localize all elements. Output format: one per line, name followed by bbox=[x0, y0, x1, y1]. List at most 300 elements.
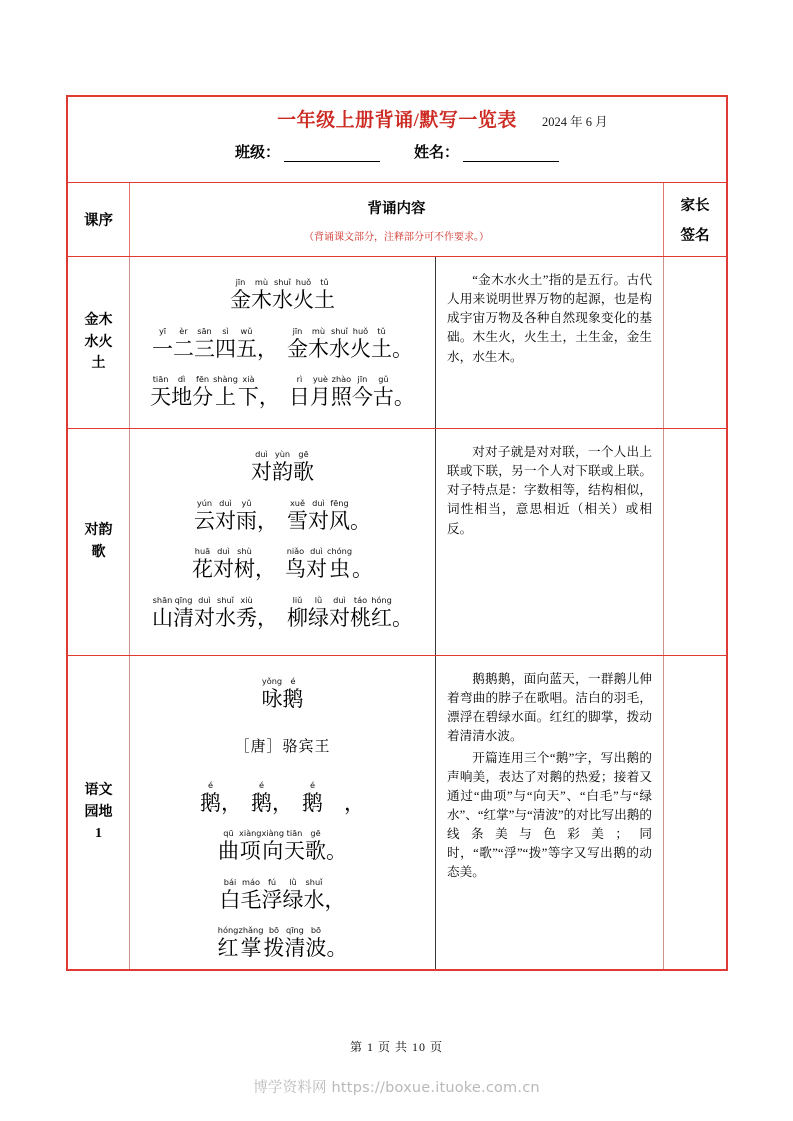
hanzi: ， bbox=[257, 336, 278, 361]
document-date: 2024 年 6 月 bbox=[542, 115, 608, 129]
hanzi: 。 bbox=[350, 508, 371, 533]
ruby-char bbox=[305, 829, 326, 864]
hanzi: 土 bbox=[314, 288, 335, 312]
hanzi: 木 bbox=[251, 288, 272, 312]
hanzi: 火 bbox=[350, 336, 371, 361]
hanzi: 照 bbox=[330, 385, 352, 410]
hanzi: 水 bbox=[329, 336, 350, 361]
pinyin: duì bbox=[217, 546, 230, 557]
column-header-signature bbox=[664, 183, 726, 256]
ruby-char bbox=[305, 926, 326, 961]
pinyin: xiù bbox=[240, 594, 253, 605]
poem-title bbox=[251, 450, 314, 485]
hanzi: 云 bbox=[194, 508, 215, 533]
pinyin: huǒ bbox=[352, 325, 369, 336]
ruby-char bbox=[326, 829, 347, 864]
pinyin: huā bbox=[194, 546, 211, 557]
hanzi: 。 bbox=[393, 385, 415, 410]
ruby-char bbox=[272, 278, 293, 313]
ruby-char bbox=[373, 375, 394, 410]
hanzi: 掌 bbox=[240, 936, 262, 961]
ruby-char bbox=[218, 829, 239, 864]
hanzi: 歌 bbox=[305, 839, 327, 864]
ruby-char bbox=[221, 781, 242, 816]
column-header-content-title: 背诵内容 bbox=[367, 200, 426, 217]
ruby-char bbox=[287, 499, 308, 534]
ruby-char bbox=[239, 829, 262, 864]
pinyin: qīng bbox=[174, 594, 193, 605]
hanzi: 歌 bbox=[293, 460, 314, 484]
site-watermark: 博学资料网 https://boxue.ituoke.com.cn bbox=[253, 1080, 540, 1096]
hanzi: 雨 bbox=[236, 508, 257, 533]
pinyin: bō bbox=[268, 925, 280, 936]
hanzi: 鸟 bbox=[284, 557, 306, 582]
lesson-order-line: 对韵 bbox=[84, 523, 113, 539]
pinyin: duì bbox=[310, 546, 323, 557]
ruby-char bbox=[234, 547, 255, 582]
recitation-content-cell bbox=[130, 429, 436, 655]
ruby-char bbox=[287, 327, 308, 362]
annotation-paragraph: 对对子就是对对联，一个人出上联或下联，另一个人对下联或上联。对子特点是：字数相等，结构相似，词性相当，意思相近（相关）或相反。 bbox=[447, 445, 652, 536]
hanzi: 红 bbox=[217, 936, 239, 961]
ruby-char bbox=[257, 596, 278, 631]
header-fields-row bbox=[68, 139, 726, 162]
ruby-char bbox=[326, 926, 347, 961]
ruby-char bbox=[152, 327, 173, 362]
ruby-char bbox=[238, 375, 259, 410]
pinyin: táo bbox=[353, 594, 368, 605]
poem-line bbox=[192, 547, 373, 582]
ruby-char bbox=[262, 829, 285, 864]
poem-title bbox=[262, 677, 304, 712]
pinyin: shān bbox=[152, 594, 173, 605]
ruby-char bbox=[392, 596, 413, 631]
ruby-char bbox=[220, 878, 241, 913]
pinyin: shuǐ bbox=[331, 325, 348, 336]
recitation-table bbox=[66, 95, 728, 971]
ruby-char bbox=[302, 781, 323, 816]
poem-title bbox=[230, 278, 335, 313]
ruby-char bbox=[304, 878, 325, 913]
annotation-cell bbox=[436, 429, 664, 655]
column-header-order: 课序 bbox=[68, 183, 130, 256]
hanzi: 鹅 bbox=[282, 687, 304, 711]
ruby-char bbox=[289, 375, 310, 410]
pinyin: shuǐ bbox=[274, 277, 291, 287]
hanzi: 红 bbox=[371, 605, 392, 630]
pinyin: wǔ bbox=[240, 325, 253, 336]
hanzi: 日 bbox=[288, 385, 310, 410]
table-row bbox=[68, 429, 726, 656]
pinyin: duì bbox=[219, 497, 232, 508]
ruby-char bbox=[306, 547, 327, 582]
hanzi: 清 bbox=[284, 936, 306, 961]
ruby-char bbox=[257, 327, 278, 362]
ruby-char bbox=[371, 596, 392, 631]
hanzi: 拨 bbox=[263, 936, 285, 961]
pinyin: tǔ bbox=[320, 277, 329, 287]
hanzi: 今 bbox=[351, 385, 373, 410]
hanzi: 三 bbox=[194, 336, 215, 361]
pinyin: jīn bbox=[235, 277, 246, 287]
ruby-char bbox=[350, 596, 371, 631]
hanzi: ， bbox=[324, 887, 346, 912]
ruby-char bbox=[215, 499, 236, 534]
hanzi: 雪 bbox=[287, 508, 308, 533]
hanzi: ， bbox=[221, 790, 242, 815]
pinyin: yī bbox=[158, 325, 167, 336]
annotation-cell bbox=[436, 656, 664, 969]
pinyin: tiān bbox=[152, 374, 169, 385]
hanzi: 土 bbox=[371, 336, 392, 361]
ruby-char bbox=[284, 926, 305, 961]
lesson-order-cell bbox=[68, 257, 130, 428]
hanzi: 白 bbox=[219, 887, 241, 912]
hanzi: 水 bbox=[272, 288, 293, 312]
hanzi: 分 bbox=[192, 385, 214, 410]
pinyin: qīng bbox=[286, 925, 304, 936]
pinyin: é bbox=[290, 676, 296, 686]
ruby-char bbox=[251, 450, 272, 485]
table-header-band bbox=[68, 97, 726, 183]
hanzi: ， bbox=[344, 790, 365, 815]
ruby-char bbox=[259, 375, 280, 410]
hanzi: 月 bbox=[309, 385, 331, 410]
pinyin: fú bbox=[267, 876, 277, 887]
name-input-blank[interactable] bbox=[463, 146, 559, 162]
header-title-row bbox=[68, 97, 726, 139]
pinyin: bō bbox=[310, 925, 322, 936]
pinyin: xuě bbox=[289, 497, 306, 508]
ruby-char bbox=[308, 499, 329, 534]
lesson-order-cell bbox=[68, 656, 130, 969]
pinyin: hóng bbox=[217, 925, 239, 936]
ruby-char bbox=[152, 596, 173, 631]
hanzi: 山 bbox=[152, 605, 173, 630]
pinyin: fēng bbox=[330, 497, 349, 508]
column-header-content-note: （背诵课文部分，注释部分可不作要求。） bbox=[304, 231, 489, 243]
pinyin: hóng bbox=[371, 594, 392, 605]
hanzi: ， bbox=[257, 605, 278, 630]
hanzi: 树 bbox=[233, 557, 255, 582]
ruby-char bbox=[255, 547, 276, 582]
hanzi: 二 bbox=[173, 336, 194, 361]
ruby-char bbox=[230, 278, 251, 313]
recitation-content-cell bbox=[130, 257, 436, 428]
parent-signature-cell[interactable] bbox=[664, 429, 726, 655]
hanzi: 花 bbox=[191, 557, 213, 582]
annotation-paragraph: 鹅鹅鹅，面向蓝天，一群鹅儿伸着弯曲的脖子在歌唱。洁白的羽毛，漂浮在碧绿水面。红红的脚掌，拨动着清清水波。 bbox=[447, 672, 652, 744]
hanzi: 一 bbox=[152, 336, 173, 361]
ruby-char bbox=[213, 375, 238, 410]
pinyin: yǔ bbox=[241, 497, 252, 508]
ruby-char bbox=[272, 450, 293, 485]
pinyin: qū bbox=[223, 828, 234, 839]
hanzi: 。 bbox=[352, 557, 374, 582]
hanzi: 波 bbox=[305, 936, 327, 961]
annotation-paragraph: 开篇连用三个“鹅”字，写出鹅的声响美，表达了对鹅的热爱；接着又通过“曲项”与“向天”、“白毛”与“绿水”、“红掌”与“清波”的对比写出鹅的线条美与色彩美；同时，“歌”“浮”“拨”等字又写出鹅的动态美。 bbox=[447, 750, 652, 880]
ruby-char bbox=[284, 829, 305, 864]
ruby-char bbox=[241, 878, 262, 913]
signature-label-line2: 签名 bbox=[680, 228, 710, 244]
pinyin: tǔ bbox=[377, 325, 386, 336]
ruby-char bbox=[394, 375, 415, 410]
pinyin: jīn bbox=[292, 325, 303, 336]
pinyin: liǔ bbox=[292, 594, 303, 605]
pinyin: shù bbox=[237, 546, 252, 557]
poem-line bbox=[218, 829, 347, 864]
hanzi: 天 bbox=[284, 839, 306, 864]
poem-author: ［唐］骆宾王 bbox=[234, 738, 331, 755]
hanzi: 秀 bbox=[236, 605, 257, 630]
table-row bbox=[68, 656, 726, 969]
ruby-char bbox=[262, 677, 283, 712]
pinyin: xiàng bbox=[261, 828, 285, 839]
ruby-char bbox=[350, 499, 371, 534]
pinyin: duì bbox=[198, 594, 211, 605]
ruby-char bbox=[325, 878, 346, 913]
annotation-cell bbox=[436, 257, 664, 428]
ruby-char bbox=[352, 375, 373, 410]
pinyin: duì bbox=[333, 594, 346, 605]
lesson-order-line: 语文 bbox=[84, 782, 113, 798]
ruby-char bbox=[310, 375, 331, 410]
name-label: 姓名： bbox=[414, 145, 460, 161]
hanzi: 对 bbox=[194, 605, 215, 630]
pinyin: máo bbox=[241, 876, 260, 887]
hanzi: 毛 bbox=[240, 887, 262, 912]
hanzi: 对 bbox=[215, 508, 236, 533]
parent-signature-cell[interactable] bbox=[664, 656, 726, 969]
lesson-order-line: 歌 bbox=[91, 545, 106, 560]
hanzi: 绿 bbox=[282, 887, 304, 912]
hanzi: 对 bbox=[308, 508, 329, 533]
ruby-char bbox=[213, 547, 234, 582]
lesson-order-line: 金木 bbox=[84, 312, 113, 328]
ruby-char bbox=[150, 375, 171, 410]
hanzi: 桃 bbox=[350, 605, 371, 630]
hanzi: 。 bbox=[392, 336, 413, 361]
hanzi: 地 bbox=[171, 385, 193, 410]
lesson-order-line: 1 bbox=[95, 826, 102, 842]
column-header-content bbox=[130, 183, 664, 256]
pinyin: é bbox=[258, 779, 265, 790]
annotation-paragraph: “金木水火土”指的是五行。古代人用来说明世界万物的起源，也是构成宇宙万物及各种自然现象变化的基础。木生火，火生土，土生金，金生水，水生木。 bbox=[447, 273, 652, 364]
ruby-char bbox=[308, 596, 329, 631]
hanzi: 向 bbox=[262, 839, 284, 864]
ruby-char bbox=[173, 327, 194, 362]
pinyin: zhào bbox=[331, 374, 352, 385]
ruby-char bbox=[251, 278, 272, 313]
table-body bbox=[68, 257, 726, 969]
hanzi: 曲 bbox=[217, 839, 239, 864]
pinyin: fēn bbox=[196, 374, 210, 385]
hanzi: 水 bbox=[303, 887, 325, 912]
pinyin: é bbox=[207, 779, 214, 790]
hanzi: 韵 bbox=[272, 460, 293, 484]
ruby-char bbox=[236, 327, 257, 362]
hanzi: 。 bbox=[392, 605, 413, 630]
ruby-char bbox=[329, 327, 350, 362]
pinyin: gē bbox=[298, 449, 309, 459]
pinyin: mù bbox=[254, 277, 269, 287]
pinyin: yùn bbox=[274, 449, 291, 459]
name-field bbox=[414, 141, 559, 162]
hanzi: 风 bbox=[329, 508, 350, 533]
ruby-char bbox=[236, 499, 257, 534]
ruby-char bbox=[236, 596, 257, 631]
poem-line bbox=[152, 596, 413, 631]
pinyin: shàng bbox=[213, 374, 238, 385]
parent-signature-cell[interactable] bbox=[664, 257, 726, 428]
hanzi: 对 bbox=[212, 557, 234, 582]
page-footer: 第 1 页 共 10 页 bbox=[349, 1040, 443, 1054]
poem-line bbox=[152, 327, 413, 362]
hanzi: 鹅 bbox=[200, 790, 221, 815]
pinyin: èr bbox=[179, 325, 188, 336]
hanzi: 虫 bbox=[329, 557, 350, 582]
hanzi: 柳 bbox=[287, 605, 308, 630]
hanzi: 四 bbox=[215, 336, 236, 361]
hanzi: 下 bbox=[237, 385, 259, 410]
hanzi: ， bbox=[258, 385, 280, 410]
recitation-content-cell bbox=[130, 656, 436, 969]
pinyin: mù bbox=[311, 325, 326, 336]
poem-line bbox=[194, 499, 371, 534]
ruby-char bbox=[192, 375, 213, 410]
hanzi: 咏 bbox=[261, 687, 283, 711]
pinyin: sì bbox=[222, 325, 229, 336]
ruby-char bbox=[263, 926, 284, 961]
pinyin: xiàng bbox=[238, 828, 262, 839]
ruby-char bbox=[350, 327, 371, 362]
ruby-char bbox=[287, 596, 308, 631]
hanzi: 鹅 bbox=[302, 790, 323, 815]
poem-line bbox=[200, 781, 365, 816]
ruby-char bbox=[314, 278, 335, 313]
table-row bbox=[68, 257, 726, 429]
hanzi: 。 bbox=[326, 839, 348, 864]
hanzi: 五 bbox=[236, 336, 257, 361]
pinyin: yún bbox=[196, 497, 213, 508]
pinyin: zhǎng bbox=[238, 925, 264, 936]
hanzi: 古 bbox=[372, 385, 394, 410]
ruby-char bbox=[215, 596, 236, 631]
ruby-char bbox=[194, 596, 215, 631]
pinyin: sān bbox=[197, 325, 212, 336]
pinyin: shuǐ bbox=[217, 594, 234, 605]
ruby-char bbox=[285, 547, 306, 582]
pinyin: rì bbox=[296, 374, 303, 385]
ruby-char bbox=[194, 327, 215, 362]
ruby-char bbox=[329, 499, 350, 534]
pinyin: huǒ bbox=[295, 277, 312, 287]
ruby-char bbox=[262, 878, 283, 913]
page-title: 一年级上册背诵/默写一览表 bbox=[277, 109, 517, 131]
pinyin: yuè bbox=[312, 374, 328, 385]
column-header-row bbox=[68, 183, 726, 257]
hanzi: 项 bbox=[239, 839, 261, 864]
ruby-char bbox=[239, 926, 264, 961]
ruby-char bbox=[308, 327, 329, 362]
ruby-char bbox=[218, 926, 239, 961]
ruby-char bbox=[251, 781, 272, 816]
hanzi: 天 bbox=[150, 385, 172, 410]
hanzi: 对 bbox=[251, 460, 272, 484]
ruby-char bbox=[352, 547, 373, 582]
ruby-char bbox=[283, 677, 304, 712]
ruby-char bbox=[194, 499, 215, 534]
lesson-order-cell bbox=[68, 429, 130, 655]
hanzi: 金 bbox=[287, 336, 308, 361]
ruby-char bbox=[327, 547, 352, 582]
pinyin: gǔ bbox=[378, 374, 389, 385]
poem-line bbox=[220, 878, 346, 913]
hanzi: 对 bbox=[329, 605, 350, 630]
pinyin: jīn bbox=[357, 374, 368, 385]
lesson-order-line: 土 bbox=[91, 356, 106, 372]
hanzi: 木 bbox=[308, 336, 329, 361]
hanzi: ， bbox=[257, 508, 278, 533]
pinyin: duì bbox=[312, 497, 325, 508]
signature-label-line1: 家长 bbox=[680, 198, 710, 214]
class-input-blank[interactable] bbox=[284, 146, 380, 162]
pinyin: shuǐ bbox=[305, 876, 323, 887]
class-label: 班级： bbox=[234, 145, 280, 161]
pinyin: gē bbox=[310, 828, 321, 839]
hanzi: 鹅 bbox=[251, 790, 272, 815]
hanzi: 水 bbox=[215, 605, 236, 630]
pinyin: duì bbox=[255, 449, 268, 459]
ruby-char bbox=[293, 278, 314, 313]
ruby-char bbox=[200, 781, 221, 816]
pinyin: bái bbox=[223, 876, 237, 887]
hanzi: 上 bbox=[214, 385, 236, 410]
hanzi bbox=[323, 792, 344, 816]
hanzi: 绿 bbox=[308, 605, 329, 630]
ruby-char bbox=[344, 781, 365, 816]
hanzi: 对 bbox=[305, 557, 327, 582]
ruby-char bbox=[392, 327, 413, 362]
ruby-char bbox=[215, 327, 236, 362]
ruby-char bbox=[331, 375, 352, 410]
hanzi: 清 bbox=[173, 605, 194, 630]
class-field bbox=[235, 141, 380, 162]
lesson-order-line: 园地 bbox=[84, 804, 113, 820]
hanzi: 浮 bbox=[261, 887, 283, 912]
ruby-char bbox=[329, 596, 350, 631]
hanzi: 金 bbox=[230, 288, 251, 312]
pinyin: é bbox=[309, 779, 316, 790]
ruby-char bbox=[283, 878, 304, 913]
pinyin: chóng bbox=[326, 546, 353, 557]
pinyin: lǜ bbox=[314, 594, 323, 605]
ruby-char bbox=[192, 547, 213, 582]
hanzi: 火 bbox=[293, 288, 314, 312]
ruby-char bbox=[371, 327, 392, 362]
pinyin: tiān bbox=[286, 828, 303, 839]
hanzi: 。 bbox=[326, 936, 348, 961]
ruby-char bbox=[257, 499, 278, 534]
ruby-char bbox=[323, 781, 344, 816]
hanzi: ， bbox=[254, 557, 276, 582]
pinyin: xià bbox=[242, 374, 255, 385]
poem-line bbox=[150, 375, 415, 410]
ruby-char bbox=[173, 596, 194, 631]
pinyin: yǒng bbox=[261, 676, 283, 686]
ruby-char bbox=[293, 450, 314, 485]
poem-line bbox=[218, 926, 348, 961]
